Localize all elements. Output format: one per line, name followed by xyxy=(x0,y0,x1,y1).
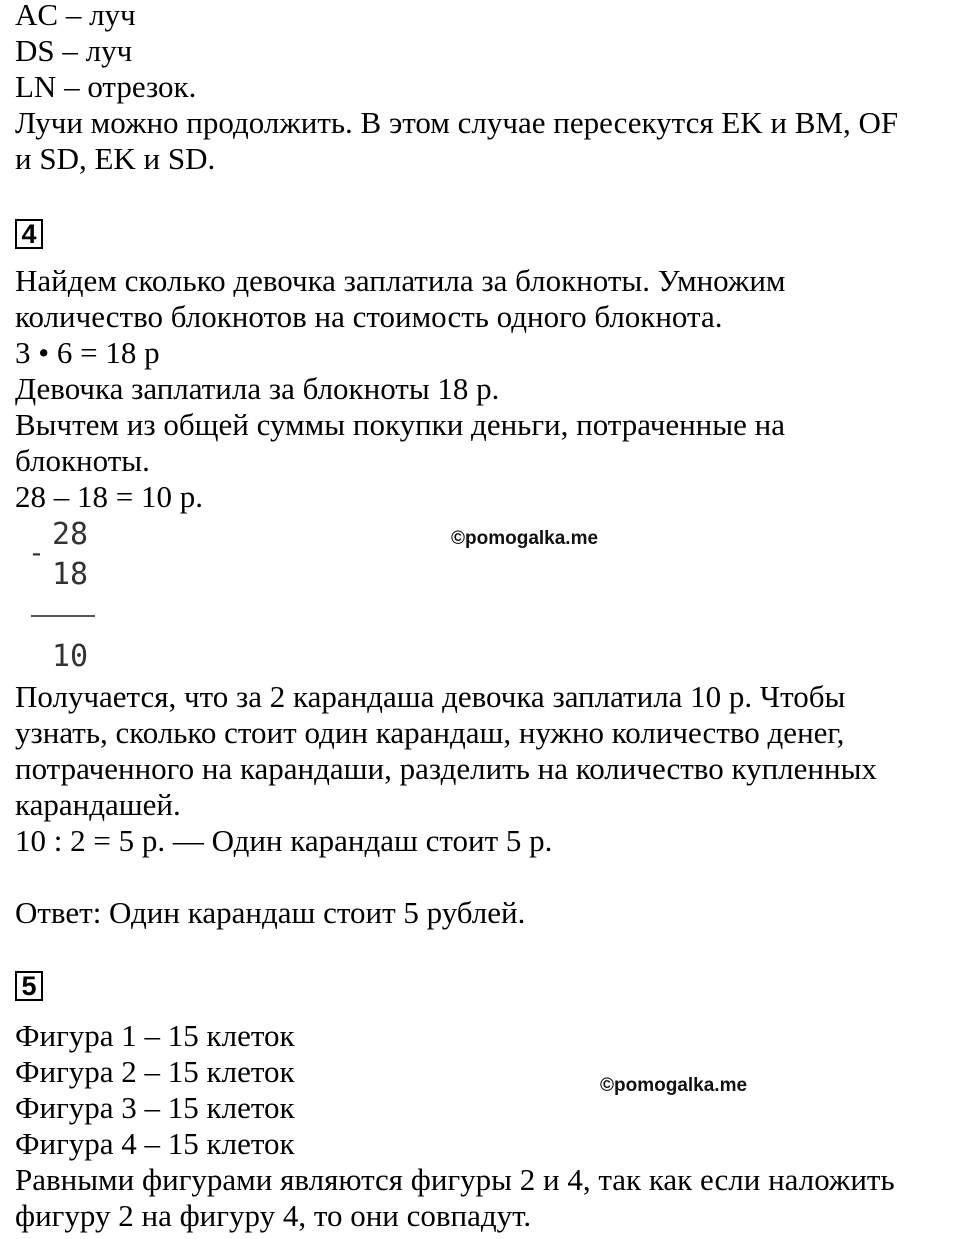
task-number-5: 5 xyxy=(15,971,43,1001)
text-line: Равными фигурами являются фигуры 2 и 4, так как если наложить xyxy=(15,1162,895,1197)
answer-line: Ответ: Один карандаш стоит 5 рублей. xyxy=(15,895,526,930)
subtrahend: 18 xyxy=(52,557,89,592)
text-line: DS – луч xyxy=(15,33,133,68)
text-line: Лучи можно продолжить. В этом случае пересекутся EK и BM, OF xyxy=(15,105,899,140)
text-line: блокноты. xyxy=(15,443,150,478)
text-line: фигуру 2 на фигуру 4, то они совпадут. xyxy=(15,1198,532,1233)
text-line: Вычтем из общей суммы покупки деньги, потраченные на xyxy=(15,407,785,442)
text-line: Девочка заплатила за блокноты 18 р. xyxy=(15,371,500,406)
text-line: LN – отрезок. xyxy=(15,69,197,104)
minuend: 28 xyxy=(52,517,89,552)
text-line: карандашей. xyxy=(15,787,181,822)
text-line: AC – луч xyxy=(15,0,136,32)
text-line: узнать, сколько стоит один карандаш, нужно количество денег, xyxy=(15,715,845,750)
sum-rule xyxy=(31,615,95,617)
formula-line: 3 • 6 = 18 р xyxy=(15,335,160,370)
formula-line: 10 : 2 = 5 р. — Один карандаш стоит 5 р. xyxy=(15,823,553,858)
text-line: Фигура 2 – 15 клеток xyxy=(15,1054,295,1089)
text-line: потраченного на карандаши, разделить на количество купленных xyxy=(15,751,877,786)
text-line: Фигура 3 – 15 клеток xyxy=(15,1090,295,1125)
text-line: Фигура 1 – 15 клеток xyxy=(15,1018,295,1053)
task-number-4: 4 xyxy=(15,219,43,249)
watermark: ©pomogalka.me xyxy=(600,1075,748,1096)
text-line: Получается, что за 2 карандаша девочка заплатила 10 р. Чтобы xyxy=(15,679,846,714)
minus-sign: - xyxy=(28,536,45,569)
text-line: количество блокнотов на стоимость одного блокнота. xyxy=(15,299,723,334)
text-line: Фигура 4 – 15 клеток xyxy=(15,1126,295,1161)
formula-line: 28 – 18 = 10 р. xyxy=(15,479,203,514)
watermark: ©pomogalka.me xyxy=(451,528,599,549)
text-line: и SD, EK и SD. xyxy=(15,141,216,176)
difference: 10 xyxy=(52,639,89,674)
text-line: Найдем сколько девочка заплатила за блокноты. Умножим xyxy=(15,263,786,298)
